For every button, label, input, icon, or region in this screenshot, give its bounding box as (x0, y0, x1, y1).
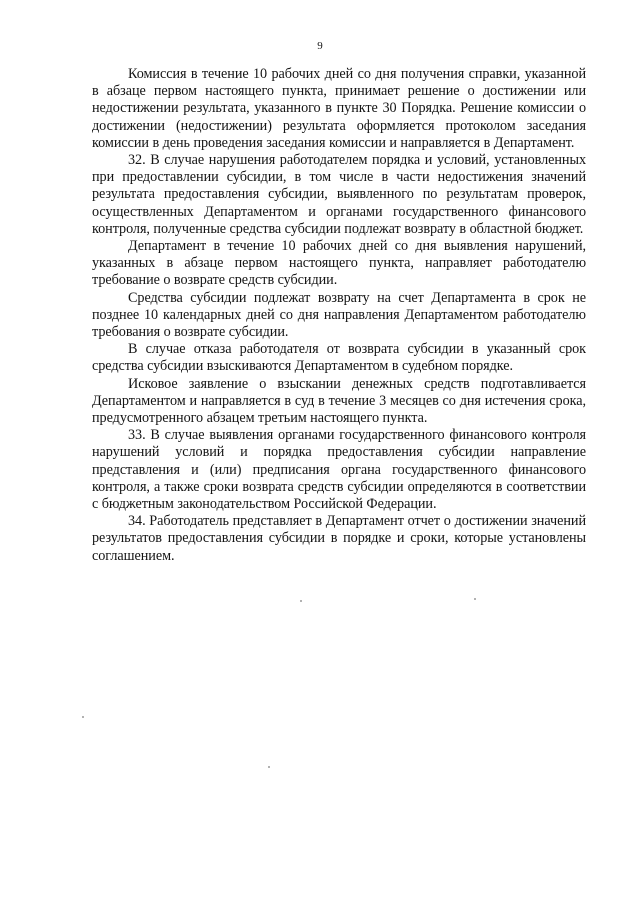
paragraph-34-report: 34. Работодатель представляет в Департамент отчет о достижении значений результатов предоставления субсидии в порядке и сроки, которые установлены соглашением. (92, 513, 586, 564)
scan-speck (82, 716, 84, 718)
paragraph-department-demand: Департамент в течение 10 рабочих дней со дня выявления нарушений, указанных в абзаце первом настоящего пункта, направляет работодателю требование о возврате средств субсидии. (92, 238, 586, 289)
scan-speck (300, 600, 302, 602)
page-number: 9 (317, 40, 323, 52)
paragraph-32-violation-return: 32. В случае нарушения работодателем порядка и условий, установленных при предоставлении субсидии, в том числе в части недостижения значений результата предоставления субсидии, выявленного по результатам проверок, осуществленных Департаментом и органами государственного финансового контроля, полученные средства субсидии подлежат возврату в областной бюджет. (92, 152, 586, 237)
paragraph-return-deadline: Средства субсидии подлежат возврату на счет Департамента в срок не позднее 10 календарных дней со дня направления Департаментом работодателю требования о возврате субсидии. (92, 289, 586, 341)
paragraph-33-financial-control: 33. В случае выявления органами государственного финансового контроля нарушений условий и порядка предоставления субсидии направление представления и (или) предписания органа государственного финансового контроля, а также сроки возврата средств субсидии определяются в соответствии с бюджетным законодательством Российской Федерации. (92, 427, 586, 513)
scan-speck (268, 766, 270, 768)
scan-speck (474, 598, 476, 600)
paragraph-commission-decision: Комиссия в течение 10 рабочих дней со дня получения справки, указанной в абзаце первом настоящего пункта, принимает решение о достижении или недостижении результата, указанного в пункте 30 Порядка. Решение комиссии о достижении (недостижении) результата оформляется протоколом заседания комиссии в день проведения заседания комиссии и направляется в Департамент. (92, 66, 586, 151)
document-body (92, 66, 586, 565)
paragraph-refusal-court: В случае отказа работодателя от возврата субсидии в указанный срок средства субсидии взыскиваются Департаментом в судебном порядке. (92, 341, 586, 375)
paragraph-lawsuit: Исковое заявление о взыскании денежных средств подготавливается Департаментом и направляется в суд в течение 3 месяцев со дня истечения срока, предусмотренного абзацем третьим настоящего пункта. (92, 375, 586, 427)
